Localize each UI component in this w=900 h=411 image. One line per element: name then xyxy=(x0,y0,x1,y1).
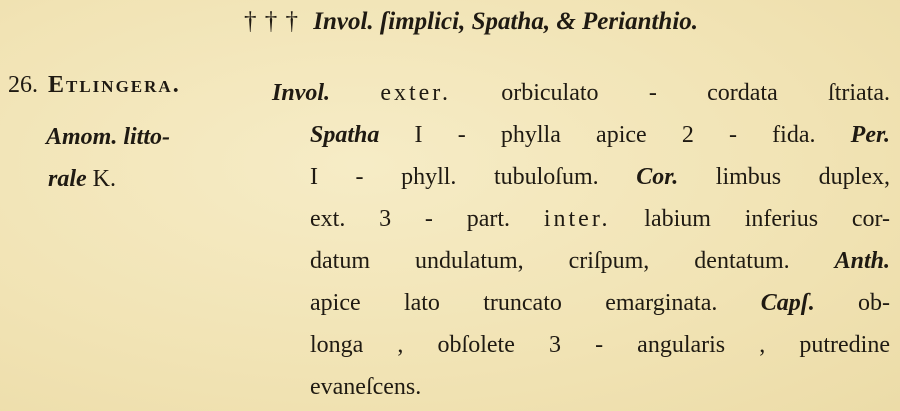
description-line xyxy=(272,114,890,156)
synonym-line-2 xyxy=(46,158,246,200)
species-description xyxy=(272,72,890,408)
description-text: apice lato truncato emarginata. xyxy=(310,290,761,316)
description-text: orbiculato - cordata ſtriata. xyxy=(450,80,890,106)
botanical-term: Per. xyxy=(850,122,890,148)
section-heading-text: Invol. ſimplici, Spatha, & Perianthio. xyxy=(313,8,699,35)
description-text: limbus duplex, xyxy=(678,164,890,190)
synonym-epithet-end: rale xyxy=(48,166,87,192)
description-text: labium inferius cor- xyxy=(610,206,891,232)
description-line xyxy=(272,198,890,240)
entry-header xyxy=(8,72,181,99)
description-text xyxy=(330,80,380,106)
synonym-author: K. xyxy=(92,166,117,192)
description-text: I - phylla apice 2 - fida. xyxy=(379,122,851,148)
botanical-term: Spatha xyxy=(310,122,380,148)
entry-number: 26. xyxy=(8,72,38,98)
dagger-marks: † † † xyxy=(244,8,299,35)
botanical-term: Invol. xyxy=(272,80,331,106)
description-text: ob- xyxy=(814,290,890,316)
section-heading xyxy=(244,8,698,36)
description-text: datum undulatum, criſpum, dentatum. xyxy=(310,248,835,274)
botanical-term: Cor. xyxy=(636,164,679,190)
letterspaced-word: exter. xyxy=(380,80,451,106)
description-line xyxy=(272,240,890,282)
description-line xyxy=(272,324,890,366)
genus-name: Etlingera. xyxy=(48,72,181,98)
description-line xyxy=(272,156,890,198)
description-text: evaneſcens. xyxy=(310,374,422,400)
botanical-term: Anth. xyxy=(834,248,890,274)
description-text: longa , obſolete 3 - angularis , putredine xyxy=(310,332,890,358)
description-line xyxy=(272,366,890,408)
synonym-line-1: Amom. litto- xyxy=(46,124,171,150)
description-line xyxy=(272,72,890,114)
synonym-note xyxy=(46,116,246,200)
botanical-term: Capſ. xyxy=(760,290,815,316)
description-text: ext. 3 - part. xyxy=(310,206,544,232)
description-text: I - phyll. tubuloſum. xyxy=(310,164,637,190)
letterspaced-word: inter. xyxy=(543,206,611,232)
description-line xyxy=(272,282,890,324)
